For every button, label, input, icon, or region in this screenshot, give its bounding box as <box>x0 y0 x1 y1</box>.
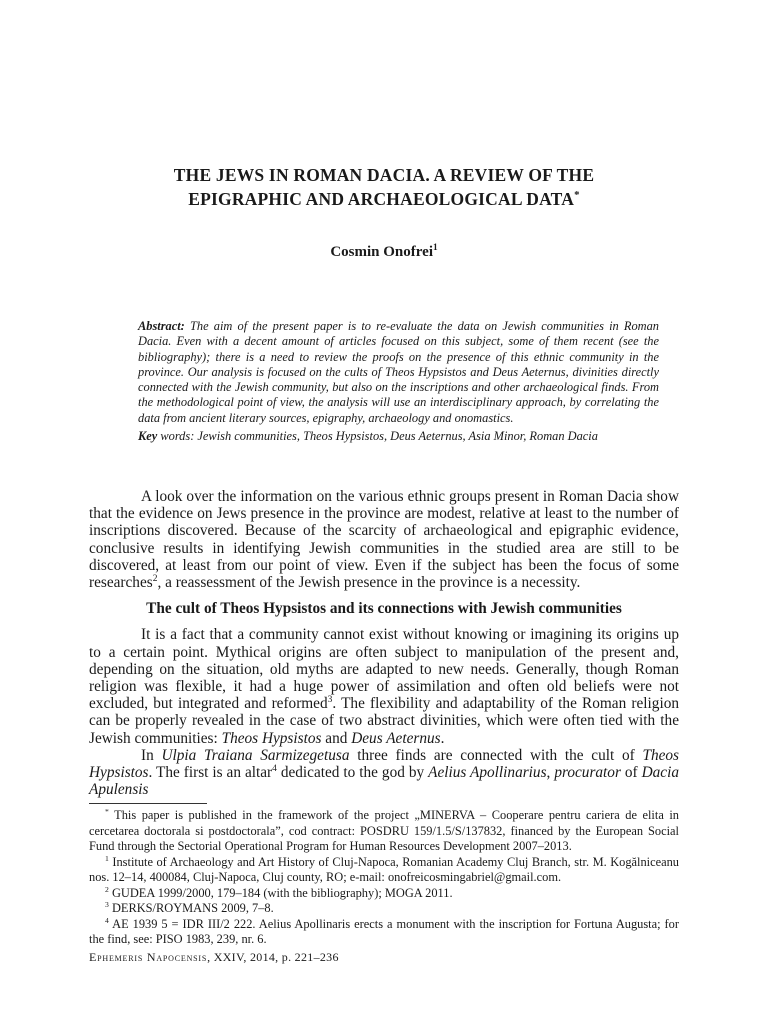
journal-citation <box>89 950 339 965</box>
footnote-mark: 2 <box>105 884 109 894</box>
title-line-1: THE JEWS IN ROMAN DACIA. A REVIEW OF THE <box>173 165 595 185</box>
p3-procurator: procurator <box>554 764 621 782</box>
p3-of: of <box>620 764 642 782</box>
p3-text-c: dedicated to the god by <box>276 764 429 782</box>
footnote-3 <box>89 901 679 917</box>
footnote-text: DERKS/ROYMANS 2009, 7–8. <box>108 901 274 915</box>
p3-name: Aelius Apollinarius <box>428 764 547 782</box>
footnote-mark: * <box>105 806 109 816</box>
footnote-ref-2[interactable]: 2 <box>152 573 158 584</box>
abstract-text-a: The aim of the present paper is to re-evaluate the data on Jewish communities in Roman Dacia. Even with a decent amount of articles focused on this subject, some of them recent (see the bibliography); there is a need to review the proofs on the presence of this ethnic community in the province. Our analysis is focused on the cults of <box>138 319 659 379</box>
footnote-ref-4[interactable]: 4 <box>272 763 277 774</box>
abstract-theos: Theos Hypsistos <box>384 364 467 379</box>
footnote-text: Institute of Archaeology and Art History of Cluj-Napoca, Romanian Academy Cluj Branch, str. M. Kogălniceanu nos. 12–14, 400084, Cluj-Napoca, Cluj county, RO; e-mail: onofreicosmingabriel@gmail.com. <box>89 854 679 884</box>
footnote-ref-3[interactable]: 3 <box>327 695 333 706</box>
title-line-2 <box>0 187 768 211</box>
paragraph-3 <box>89 747 679 799</box>
abstract-text <box>138 319 659 426</box>
p2-theos: Theos Hypsistos <box>221 729 322 747</box>
author-line <box>0 244 768 261</box>
p3-theos: Theos Hypsistos <box>89 746 679 782</box>
footnote-text: This paper is published in the framework of the project „MINERVA – Cooperare pentru cariera de elita in cercetarea doctorala si postdoctorala”, cod contract: POSDRU 159/1.5/S/137832, financed by the European Social Fund through the Sectorial Operational Program for Human Resources Development 2007–2013. <box>89 808 679 853</box>
keywords-text: words: Jewish communities, Theos Hypsistos, Deus Aeternus, Asia Minor, Roman Dacia <box>157 429 598 444</box>
section-heading: The cult of Theos Hypsistos and its connections with Jewish communities <box>146 600 622 618</box>
footnote-4 <box>89 917 679 948</box>
p3-text-a: three finds are connected with the cult of <box>349 746 643 764</box>
paragraph-1 <box>89 488 679 591</box>
footnote-divider <box>89 803 207 804</box>
footnote-mark: 4 <box>105 915 109 925</box>
abstract-text-b: , divinities directly connected with the Jewish community, but also on the inscriptions and other archaeological finds. From the methodological point of view, the analysis will use an interdisciplinary approach, by correlating the data from ancient literary sources, epigraphy, archaeology and onomastics. <box>138 364 660 425</box>
journal-volume: , XXIV, 2014, p. 221–236 <box>207 950 339 964</box>
author-name: Cosmin Onofrei <box>330 244 433 260</box>
abstract-deus: Deus Aeternus <box>492 364 566 379</box>
p3-city: Ulpia Traiana Sarmizegetusa <box>161 746 350 764</box>
footnote-mark: 1 <box>105 853 109 863</box>
footnote-text: AE 1939 5 = IDR III/2 222. Aelius Apollinaris erects a monument with the inscription for Fortuna Augusta; for the find, see: PISO 1983, 239, nr. 6. <box>89 916 679 946</box>
paper-title <box>0 163 768 211</box>
footnote-2 <box>89 886 679 902</box>
p2-and: and <box>321 729 352 747</box>
journal-name: Ephemeris Napocensis <box>89 950 208 964</box>
keywords-label: Key <box>138 429 158 444</box>
p2-deus: Deus Aeternus <box>351 729 441 747</box>
paragraph-2 <box>89 626 679 746</box>
footnote-mark: 3 <box>105 899 109 909</box>
author-footnote-mark: 1 <box>433 243 438 253</box>
p3-comma: , <box>546 764 555 782</box>
p1-text-a: A look over the information on the various ethnic groups present in Roman Dacia show that the evidence on Jews presence in the province are modest, relative at least to the number of inscriptions discovered. Because of the scarcity of archaeological and epigraphic evidence, conclusive results in identifying Jewish communities in the studied area are still to be discovered, at least from our point of view. Even if the subject has been the focus of some researches <box>89 488 679 592</box>
title-footnote-mark: * <box>574 189 580 202</box>
p3-text-b: . The first is an altar <box>148 764 273 782</box>
abstract-label: Abstract: <box>138 319 185 333</box>
footnote-star <box>89 808 679 855</box>
p2-text-a: It is a fact that a community cannot exist without knowing or imagining its origins up to a certain point. Mythical origins are often subject to manipulation of the present and, depending on the situation, old myths are adapted to new needs. Generally, though Roman religion was flexible, it had a huge power of assimilation and often old beliefs were not excluded, but integrated and reformed <box>89 626 679 713</box>
p2-end: . <box>440 729 445 747</box>
footnote-1 <box>89 855 679 886</box>
title-line-2-text: EPIGRAPHIC AND ARCHAEOLOGICAL DATA <box>188 189 575 209</box>
p3-province: Dacia Apulensis <box>89 764 679 799</box>
p2-text-b: . The flexibility and adaptability of the Roman religion can be properly revealed in the case of two abstract divinities, which were often tied with the Jewish communities: <box>89 695 679 747</box>
footnotes <box>89 808 679 948</box>
p3-in: In <box>141 746 162 764</box>
p1-text-b: , a reassessment of the Jewish presence in the province is a necessity. <box>157 574 581 592</box>
main-text <box>89 488 679 798</box>
abstract-and: and <box>466 364 493 379</box>
abstract <box>138 319 659 444</box>
keywords <box>138 429 659 444</box>
footnote-text: GUDEA 1999/2000, 179–184 (with the bibliography); MOGA 2011. <box>108 885 453 900</box>
